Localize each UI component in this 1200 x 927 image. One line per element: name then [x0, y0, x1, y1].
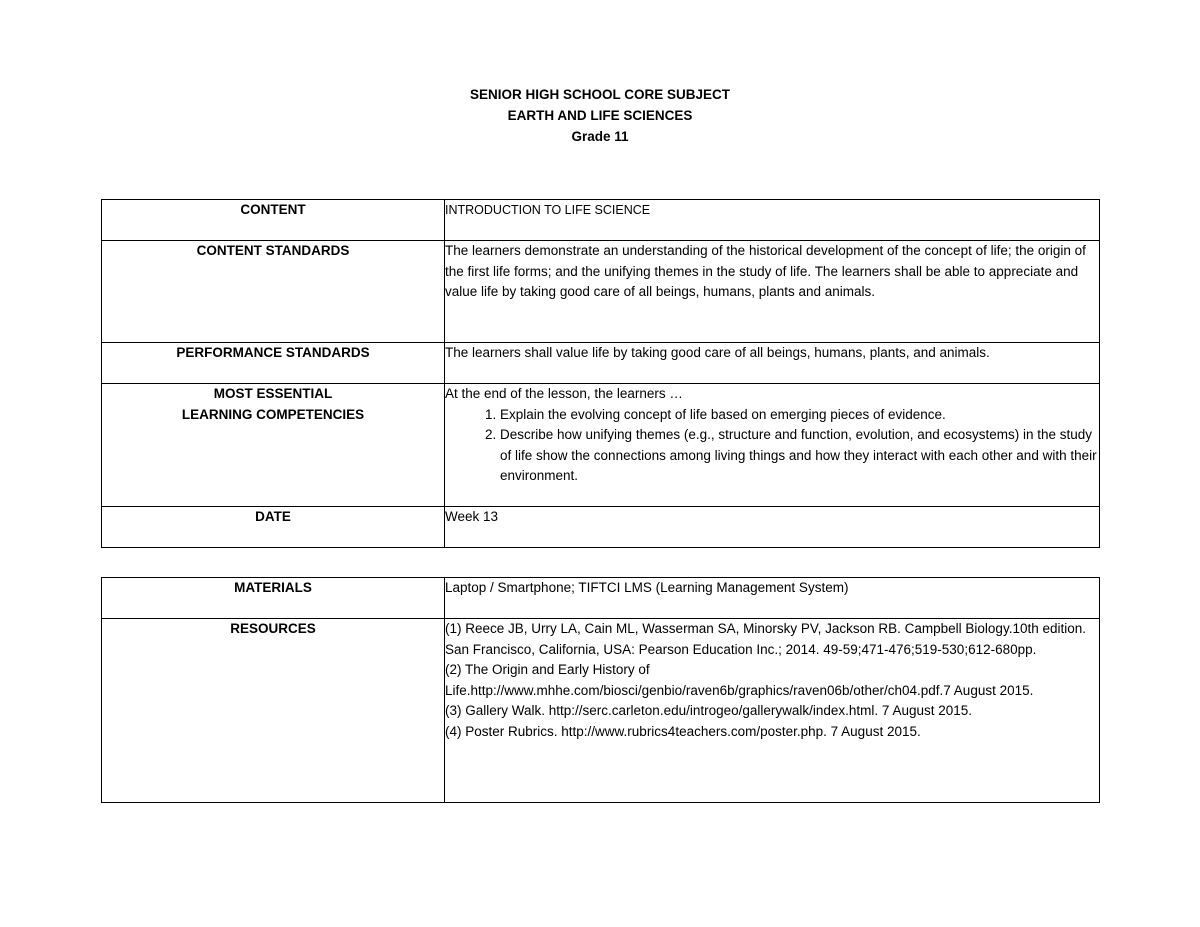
document-header	[0, 84, 1200, 147]
lesson-overview-table	[101, 199, 1100, 548]
materials-resources-table	[101, 577, 1100, 803]
materials-label: MATERIALS	[102, 578, 445, 619]
table-row-competencies	[102, 384, 1100, 507]
resources-label: RESOURCES	[102, 619, 445, 803]
content-standards-label: CONTENT STANDARDS	[102, 241, 445, 343]
resources-value	[445, 619, 1100, 803]
header-subject-title: EARTH AND LIFE SCIENCES	[507, 108, 693, 123]
table-row-resources	[102, 619, 1100, 803]
materials-value: Laptop / Smartphone; TIFTCI LMS (Learning Management System)	[445, 578, 1100, 619]
list-item: 1. Explain the evolving concept of life based on emerging pieces of evidence.	[500, 405, 1099, 426]
list-item: 2. Describe how unifying themes (e.g., structure and function, evolution, and ecosystems) in the study of life show the connections among living things and how they interact with each other and with their environment.	[500, 425, 1099, 487]
competencies-value	[445, 384, 1100, 507]
competencies-intro: At the end of the lesson, the learners …	[445, 386, 683, 401]
content-value: INTRODUCTION TO LIFE SCIENCE	[445, 200, 1100, 241]
resource-item: (1) Reece JB, Urry LA, Cain ML, Wasserman SA, Minorsky PV, Jackson RB. Campbell Biology.10th edition. San Francisco, California, USA: Pearson Education Inc.; 2014. 49-59;471-476;519-530;612-680pp.	[445, 621, 1086, 657]
performance-standards-value: The learners shall value life by taking good care of all beings, humans, plants, and animals.	[445, 343, 1100, 384]
resource-item: (3) Gallery Walk. http://serc.carleton.edu/introgeo/gallerywalk/index.html. 7 August 2015.	[445, 703, 973, 718]
competencies-list	[445, 405, 1099, 487]
table-row-materials	[102, 578, 1100, 619]
table-row-content-standards	[102, 241, 1100, 343]
header-grade: Grade 11	[571, 129, 629, 144]
competencies-label-line2: LEARNING COMPETENCIES	[181, 406, 365, 422]
date-value: Week 13	[445, 507, 1100, 548]
resource-item: (4) Poster Rubrics. http://www.rubrics4teachers.com/poster.php. 7 August 2015.	[445, 723, 921, 739]
table-row-date	[102, 507, 1100, 548]
content-label: CONTENT	[102, 200, 445, 241]
content-standards-value: The learners demonstrate an understanding of the historical development of the concept of life; the origin of the first life forms; and the unifying themes in the study of life. The learners shall be able to appreciate and value life by taking good care of all beings, humans, plants and animals.	[445, 241, 1100, 343]
table-row-performance-standards	[102, 343, 1100, 384]
competencies-label	[102, 384, 445, 507]
table-row-content	[102, 200, 1100, 241]
competencies-label-line1: MOST ESSENTIAL	[213, 386, 333, 401]
performance-standards-label: PERFORMANCE STANDARDS	[102, 343, 445, 384]
header-subject-type: SENIOR HIGH SCHOOL CORE SUBJECT	[469, 87, 731, 102]
resource-item: (2) The Origin and Early History of Life.http://www.mhhe.com/biosci/genbio/raven6b/graphics/raven06b/other/ch04.pdf.7 August 2015.	[445, 662, 1034, 698]
date-label: DATE	[102, 507, 445, 548]
